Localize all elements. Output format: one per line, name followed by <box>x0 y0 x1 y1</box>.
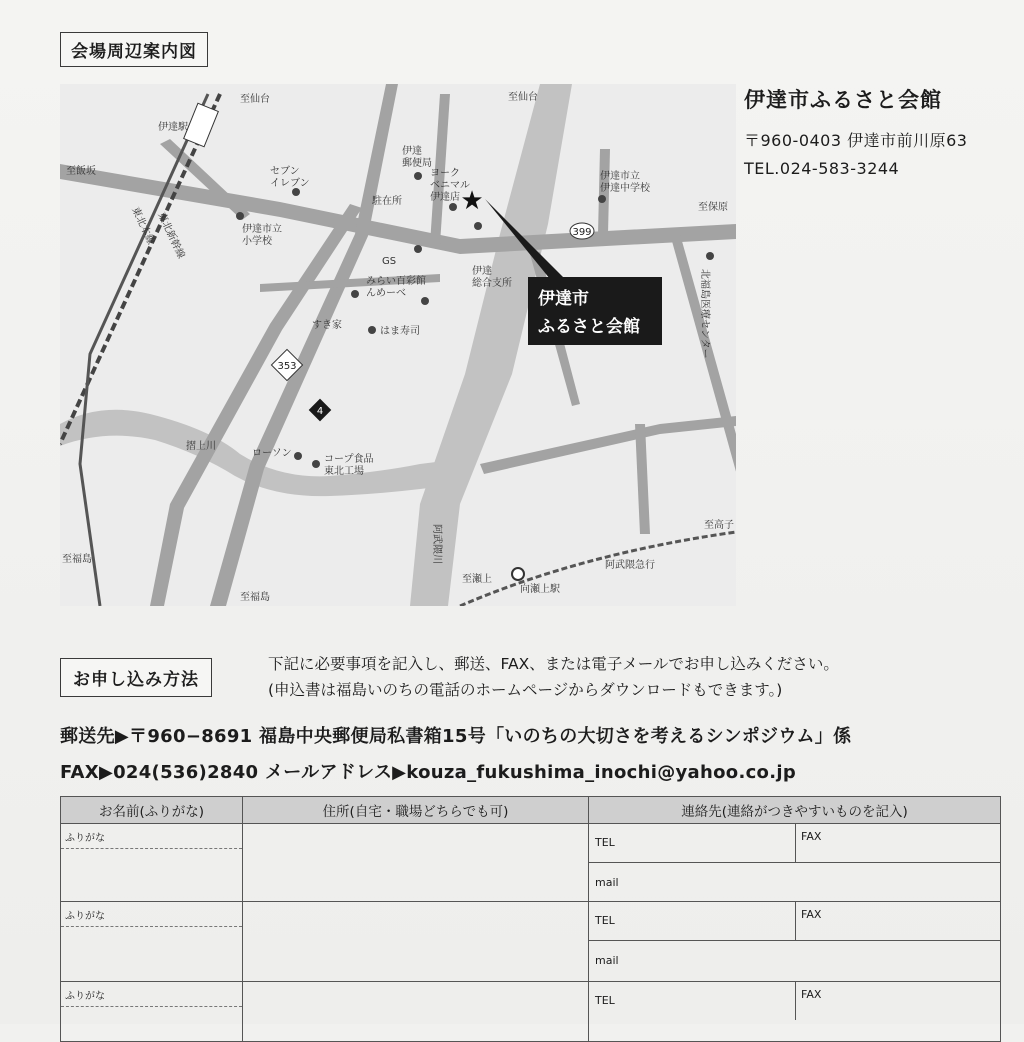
tel-fax-divider <box>795 902 796 940</box>
name-cell[interactable] <box>61 824 243 902</box>
apply-instruction: 下記に必要事項を記入し、郵送、FAX、または電子メールでお申し込みください。 <box>268 655 839 673</box>
label-hamazushi: はま寿司 <box>380 326 420 337</box>
furigana-label: ふりがな <box>61 902 242 927</box>
label-mirai-1: みらい百彩館 <box>366 276 426 287</box>
mukaiseno-station-marker <box>512 568 524 580</box>
label-branch-2: 総合支所 <box>472 278 512 289</box>
label-mirai-2: んめーべ <box>366 288 406 299</box>
venue-tel: TEL.024-583-3244 <box>744 159 900 178</box>
header-name: お名前(ふりがな) <box>61 797 243 824</box>
furigana-label: ふりがな <box>61 824 242 849</box>
label-branch-1: 伊達 <box>472 266 492 277</box>
svg-text:4: 4 <box>316 406 324 417</box>
label-tohoku-main: 東北本線 <box>129 205 157 247</box>
route-353-road <box>150 204 362 606</box>
name-cell[interactable] <box>61 982 243 1042</box>
route-4-road <box>210 84 398 606</box>
lawson-dot <box>294 452 302 460</box>
contact-cell <box>589 824 1001 902</box>
label-mukaiseno: 向瀬上駅 <box>520 584 560 595</box>
header-address: 住所(自宅・職場どちらでも可) <box>243 797 589 824</box>
label-fukushima-bottom: 至福島 <box>240 592 270 603</box>
sukiya-dot <box>351 290 359 298</box>
fax-email-line: FAX▶024(536)2840 メールアドレス▶kouza_fukushima_inochi@yahoo.co.jp <box>60 762 797 783</box>
route-4-shield <box>309 399 332 422</box>
label-fukushima-left: 至福島 <box>62 554 92 565</box>
contact-divider <box>589 862 1000 863</box>
label-sukiya: すき家 <box>312 320 342 331</box>
furigana-label: ふりがな <box>61 982 242 1007</box>
mail-address-line: 郵送先▶〒960−8691 福島中央郵便局私書箱15号「いのちの大切さを考えるシンポジウム」係 <box>60 726 852 747</box>
svg-text:399: 399 <box>572 227 592 238</box>
form-row <box>61 982 1001 1042</box>
label-post-1: 伊達 <box>402 146 422 157</box>
address-cell[interactable] <box>243 982 589 1042</box>
label-gs: GS <box>382 256 397 267</box>
label-sendai-top-left: 至仙台 <box>240 94 270 105</box>
label-elem-1: 伊達市立 <box>242 224 282 235</box>
miraihyakusai-dot <box>421 297 429 305</box>
tel-field[interactable]: TEL <box>595 914 615 927</box>
apply-section-heading: お申し込み方法 <box>60 658 212 697</box>
label-seven-1: セブン <box>270 166 300 177</box>
jhs-dot <box>598 195 606 203</box>
contact-cell <box>589 902 1001 982</box>
label-surikami: 摺上川 <box>186 441 216 452</box>
label-tohoku-shinkansen: 東北新幹線 <box>155 210 187 261</box>
branch-office-dot <box>474 222 482 230</box>
label-seven-2: イレブン <box>270 178 310 189</box>
form-header-row <box>61 797 1001 824</box>
mail-field[interactable]: mail <box>595 876 619 889</box>
contact-divider <box>589 940 1000 941</box>
label-lawson: ローソン <box>252 448 292 459</box>
tel-field[interactable]: TEL <box>595 836 615 849</box>
label-police: 駐在所 <box>372 196 402 207</box>
route-399-shield <box>570 223 594 239</box>
venue-callout <box>528 277 662 345</box>
tel-fax-divider <box>795 982 796 1020</box>
label-elem-2: 小学校 <box>242 236 272 247</box>
abukuma-express-line <box>460 532 736 606</box>
label-hobara: 至保原 <box>698 202 728 213</box>
hamazushi-dot <box>368 326 376 334</box>
fax-field[interactable]: FAX <box>801 908 822 921</box>
fax-field[interactable]: FAX <box>801 830 822 843</box>
yorku-dot <box>449 203 457 211</box>
label-abukuma-express: 阿武隈急行 <box>605 560 655 571</box>
venue-address: 〒960-0403 伊達市前川原63 <box>744 131 968 150</box>
fax-field[interactable]: FAX <box>801 988 822 1001</box>
label-takako: 至高子 <box>704 520 734 531</box>
date-station-marker <box>184 103 219 146</box>
svg-text:353: 353 <box>277 361 297 372</box>
label-iizaka: 至飯坂 <box>66 166 96 177</box>
address-cell[interactable] <box>243 902 589 982</box>
header-contact: 連絡先(連絡がつきやすいものを記入) <box>589 797 1001 824</box>
venue-star-icon: ★ <box>460 186 484 216</box>
label-abukuma: 阿武隈川 <box>431 524 442 564</box>
mail-field[interactable]: mail <box>595 954 619 967</box>
road-south <box>480 416 736 474</box>
label-date-station: 伊達駅 <box>158 122 188 133</box>
svg-text:ふるさと会館: ふるさと会館 <box>538 317 640 337</box>
map-section-heading: 会場周辺案内図 <box>60 32 208 67</box>
label-coop-2: 東北工場 <box>324 466 364 477</box>
label-medical: 北福島医療センター <box>699 269 710 359</box>
label-yorku-1: ヨーク <box>430 168 460 179</box>
seven-eleven-dot <box>292 188 300 196</box>
venue-name: 伊達市ふるさと会館 <box>744 88 942 112</box>
contact-cell <box>589 982 1001 1042</box>
map-svg <box>60 84 736 606</box>
road-nw <box>160 139 250 220</box>
label-coop-1: コープ食品 <box>324 454 374 465</box>
label-yorku-2: ベニマル <box>430 180 470 191</box>
label-jhs-1: 伊達市立 <box>600 171 640 182</box>
road-south-2 <box>635 424 650 534</box>
label-post-2: 郵便局 <box>402 158 432 169</box>
tel-fax-divider <box>795 824 796 862</box>
name-cell[interactable] <box>61 902 243 982</box>
apply-download-note: (申込書は福島いのちの電話のホームページからダウンロードもできます。) <box>268 681 783 699</box>
venue-info <box>744 84 967 178</box>
elementary-school-dot <box>236 212 244 220</box>
application-form-table <box>60 796 1001 1042</box>
label-yorku-3: 伊達店 <box>430 192 460 203</box>
post-office-dot <box>414 172 422 180</box>
access-map <box>60 84 736 606</box>
address-cell[interactable] <box>243 824 589 902</box>
label-seno-ue: 至瀬上 <box>462 574 492 585</box>
label-jhs-2: 伊達中学校 <box>600 183 650 194</box>
gs-dot <box>414 245 422 253</box>
medical-center-dot <box>706 252 714 260</box>
form-row <box>61 902 1001 982</box>
svg-text:伊達市: 伊達市 <box>538 289 589 309</box>
tohoku-line <box>60 94 220 444</box>
form-row <box>61 824 1001 902</box>
tel-field[interactable]: TEL <box>595 994 615 1007</box>
coop-dot <box>312 460 320 468</box>
label-sendai-top-mid: 至仙台 <box>508 92 538 103</box>
